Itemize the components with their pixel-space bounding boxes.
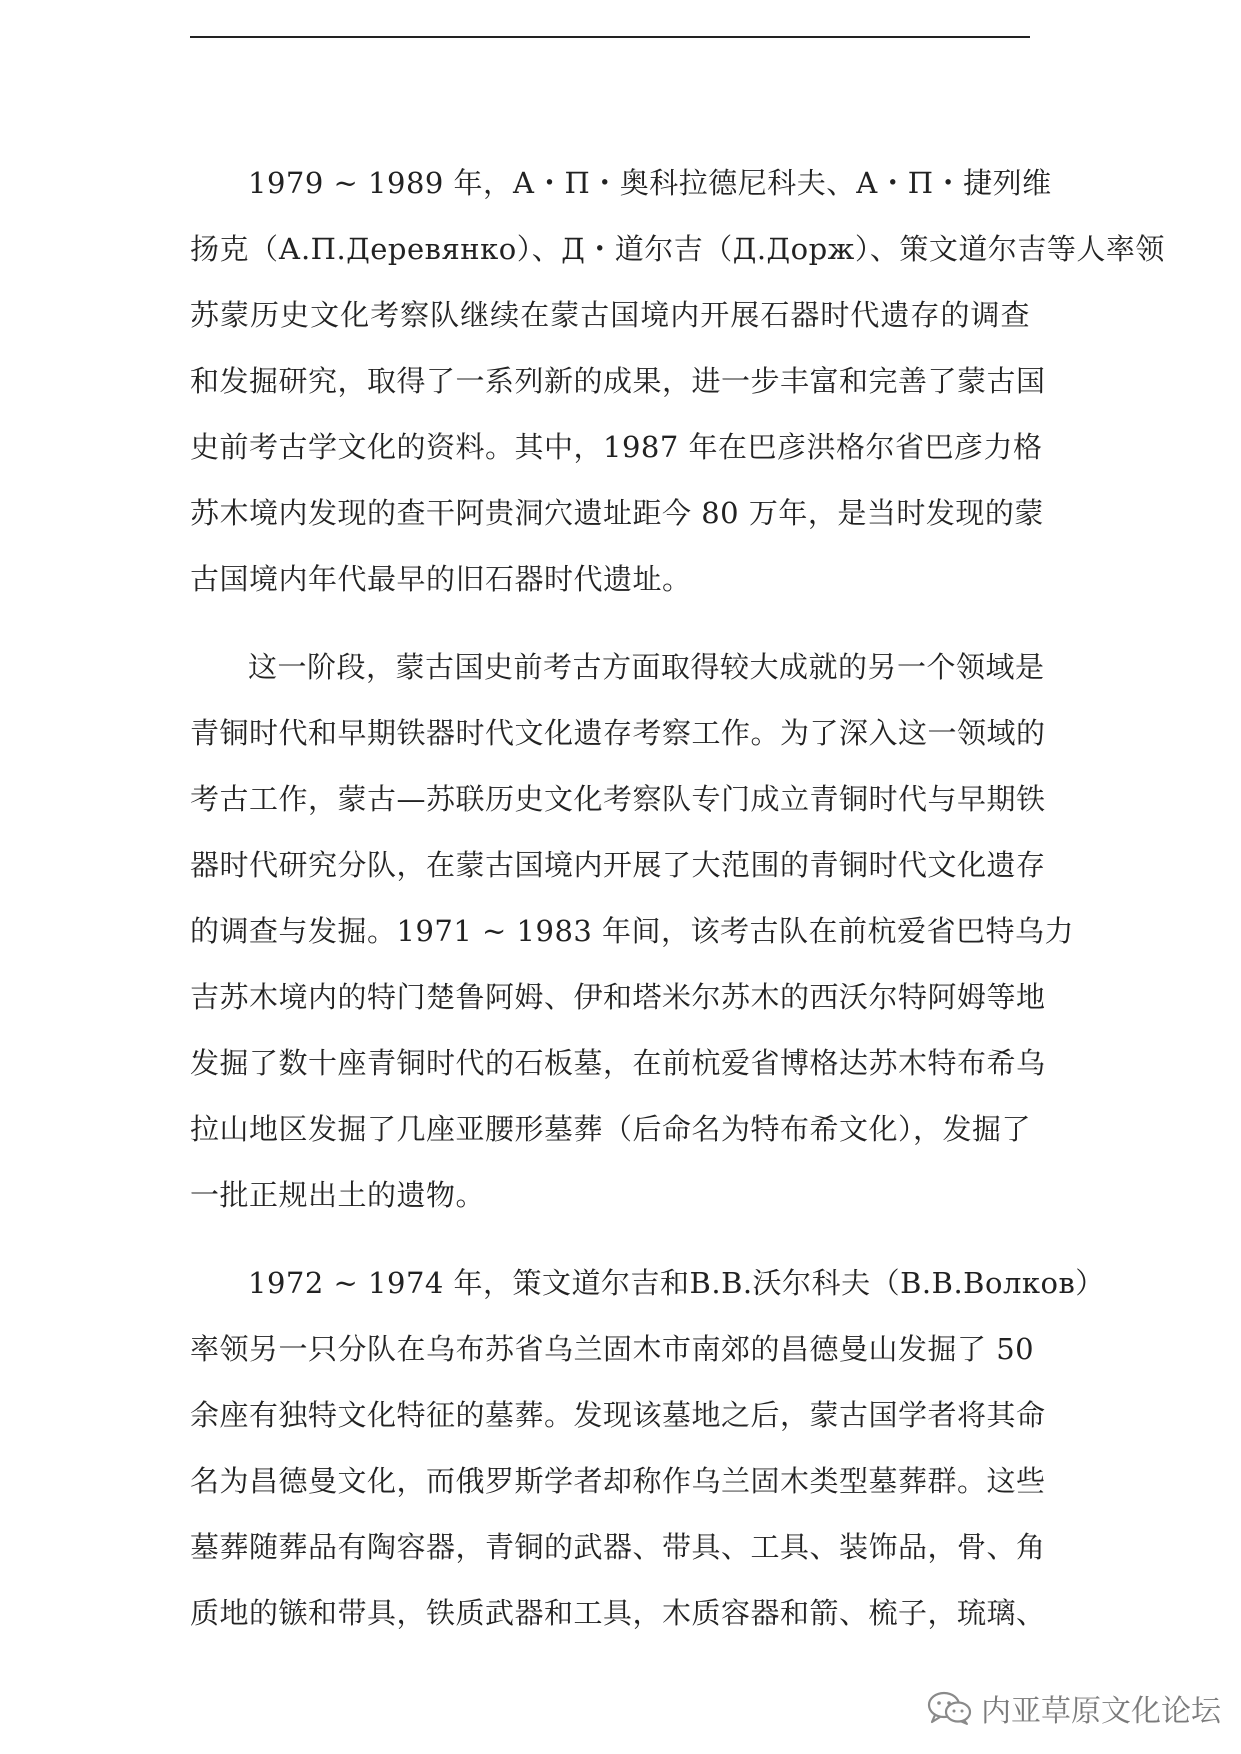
text-line: 青铜时代和早期铁器时代文化遗存考察工作。为了深入这一领域的 <box>190 716 1046 750</box>
text-line: 余座有独特文化特征的墓葬。发现该墓地之后，蒙古国学者将其命 <box>190 1398 1046 1432</box>
top-rule <box>190 36 1030 38</box>
text-line: 古国境内年代最早的旧石器时代遗址。 <box>190 562 692 596</box>
text-line: 这一阶段，蒙古国史前考古方面取得较大成就的另一个领域是 <box>248 650 1045 684</box>
text-line: 一批正规出土的遗物。 <box>190 1178 486 1212</box>
text-line: 扬克（А.П.Деревянко）、Д・道尔吉（Д.Дорж）、策文道尔吉等人率领 <box>190 232 1165 266</box>
watermark <box>927 1688 1221 1728</box>
paragraph <box>190 1250 1105 1646</box>
text-line: 史前考古学文化的资料。其中，1987 年在巴彦洪格尔省巴彦力格 <box>190 430 1043 464</box>
text-line: 苏蒙历史文化考察队继续在蒙古国境内开展石器时代遗存的调查 <box>190 298 1030 332</box>
text-line: 1972 ~ 1974 年，策文道尔吉和В.В.沃尔科夫（В.В.Волков） <box>248 1266 1105 1300</box>
paragraph <box>190 634 1075 1228</box>
text-line: 名为昌德曼文化，而俄罗斯学者却称作乌兰固木类型墓葬群。这些 <box>190 1464 1046 1498</box>
text-line: 器时代研究分队，在蒙古国境内开展了大范围的青铜时代文化遗存 <box>190 848 1046 882</box>
watermark-text: 内亚草原文化论坛 <box>981 1694 1221 1729</box>
text-line: 拉山地区发掘了几座亚腰形墓葬（后命名为特布希文化），发掘了 <box>190 1112 1032 1146</box>
wechat-icon <box>927 1691 973 1725</box>
text-line: 墓葬随葬品有陶容器，青铜的武器、带具、工具、装饰品，骨、角 <box>190 1530 1046 1564</box>
text-line: 1979 ~ 1989 年，А・П・奥科拉德尼科夫、А・П・捷列维 <box>248 166 1052 200</box>
text-line: 发掘了数十座青铜时代的石板墓，在前杭爱省博格达苏木特布希乌 <box>190 1046 1046 1080</box>
text-line: 考古工作，蒙古—苏联历史文化考察队专门成立青铜时代与早期铁 <box>190 782 1046 816</box>
article-body <box>190 150 1165 1668</box>
text-line: 质地的镞和带具，铁质武器和工具，木质容器和箭、梳子，琉璃、 <box>190 1596 1046 1630</box>
text-line: 苏木境内发现的查干阿贵洞穴遗址距今 80 万年，是当时发现的蒙 <box>190 496 1044 530</box>
paragraph <box>190 150 1165 612</box>
text-line: 的调查与发掘。1971 ~ 1983 年间，该考古队在前杭爱省巴特乌力 <box>190 914 1075 948</box>
text-line: 和发掘研究，取得了一系列新的成果，进一步丰富和完善了蒙古国 <box>190 364 1046 398</box>
text-line: 率领另一只分队在乌布苏省乌兰固木市南郊的昌德曼山发掘了 50 <box>190 1332 1035 1366</box>
text-line: 吉苏木境内的特门楚鲁阿姆、伊和塔米尔苏木的西沃尔特阿姆等地 <box>190 980 1046 1014</box>
